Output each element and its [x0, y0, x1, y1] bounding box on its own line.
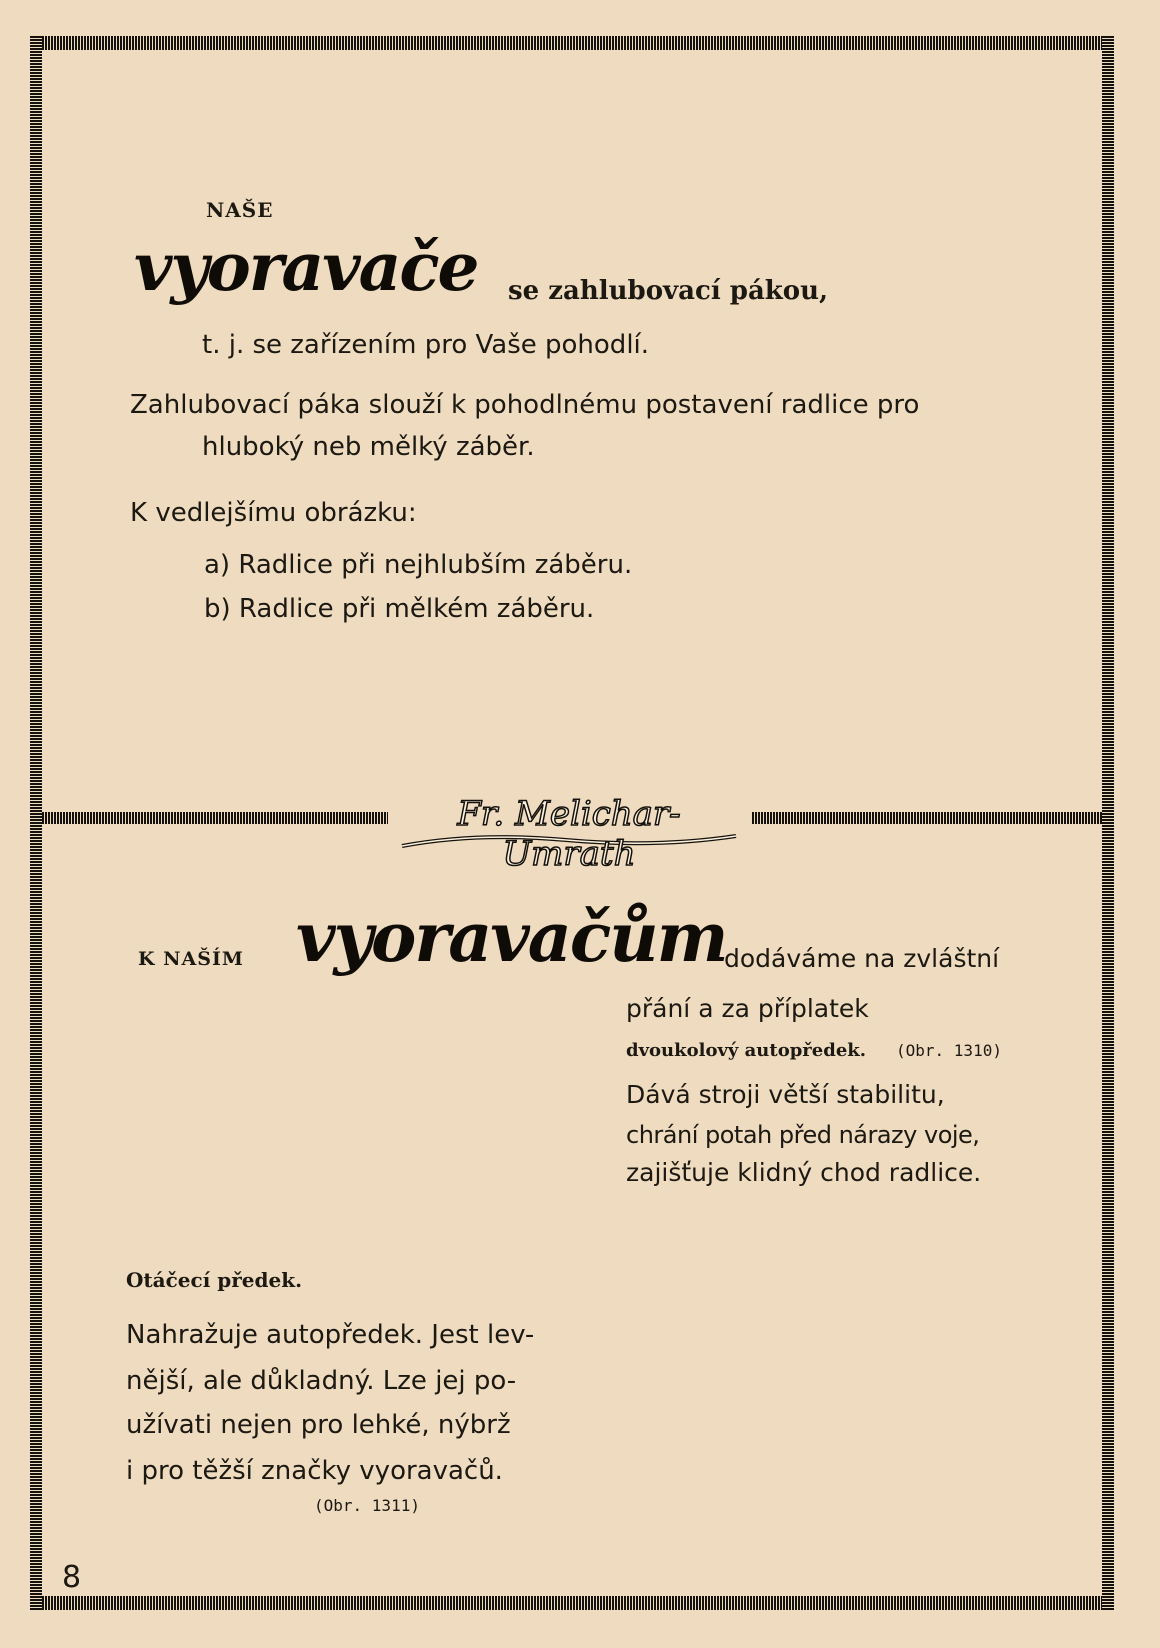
section2-desc-line2: chrání potah před nárazy voje, [626, 1121, 980, 1149]
section2-desc-line3: zajišťuje klidný chod radlice. [626, 1158, 982, 1187]
ornamental-border-left [30, 36, 42, 1610]
section3-line3: užívati nejen pro lehké, nýbrž [126, 1410, 511, 1440]
section1-subtitle: se zahlubovací pákou, [508, 276, 829, 306]
ornamental-border-bottom [30, 1596, 1114, 1610]
section1-caption-intro: K vedlejšímu obrázku: [130, 498, 417, 528]
ornamental-border-top [30, 36, 1114, 50]
brand-logo [396, 788, 742, 874]
section2-desc-line1: Dává stroji větší stabilitu, [626, 1080, 945, 1109]
section1-kicker: NAŠE [206, 198, 274, 222]
section1-item-a: a) Radlice při nejhlubším záběru. [204, 550, 633, 580]
section3-line1: Nahražuje autopředek. Jest lev- [126, 1320, 535, 1350]
section3-title: Otáčecí předek. [126, 1268, 303, 1292]
brand-logo-text: Fr. Melichar-Umrath [457, 794, 681, 874]
section1-paragraph-line2: hluboký neb mělký záběr. [202, 432, 535, 462]
ornamental-border-right [1102, 36, 1114, 1610]
ornamental-divider-left [42, 812, 388, 824]
section3-line4: i pro těžší značky vyoravačů. [126, 1456, 503, 1486]
page-number: 8 [62, 1560, 82, 1595]
section2-line1: dodáváme na zvláštní [724, 944, 1000, 973]
section1-line2: t. j. se zařízením pro Vaše pohodlí. [202, 330, 650, 360]
section1-paragraph-line1: Zahlubovací páka slouží k pohodlnému postavení radlice pro [130, 390, 920, 420]
section2-display-title: vyoravačům [296, 898, 727, 978]
section3-line2: nější, ale důkladný. Lze jej po- [126, 1366, 517, 1396]
section3-figure-ref: (Obr. 1311) [314, 1496, 420, 1515]
ornamental-divider-right [752, 812, 1102, 824]
section2-line2: přání a za příplatek [626, 994, 869, 1023]
section2-bold-line: dvoukolový autopředek. [626, 1040, 867, 1061]
section1-item-b: b) Radlice při mělkém záběru. [204, 594, 595, 624]
section2-kicker: K NAŠÍM [138, 948, 244, 970]
section2-figure-ref: (Obr. 1310) [896, 1041, 1002, 1060]
section1-display-title: vyoravače [134, 228, 478, 306]
